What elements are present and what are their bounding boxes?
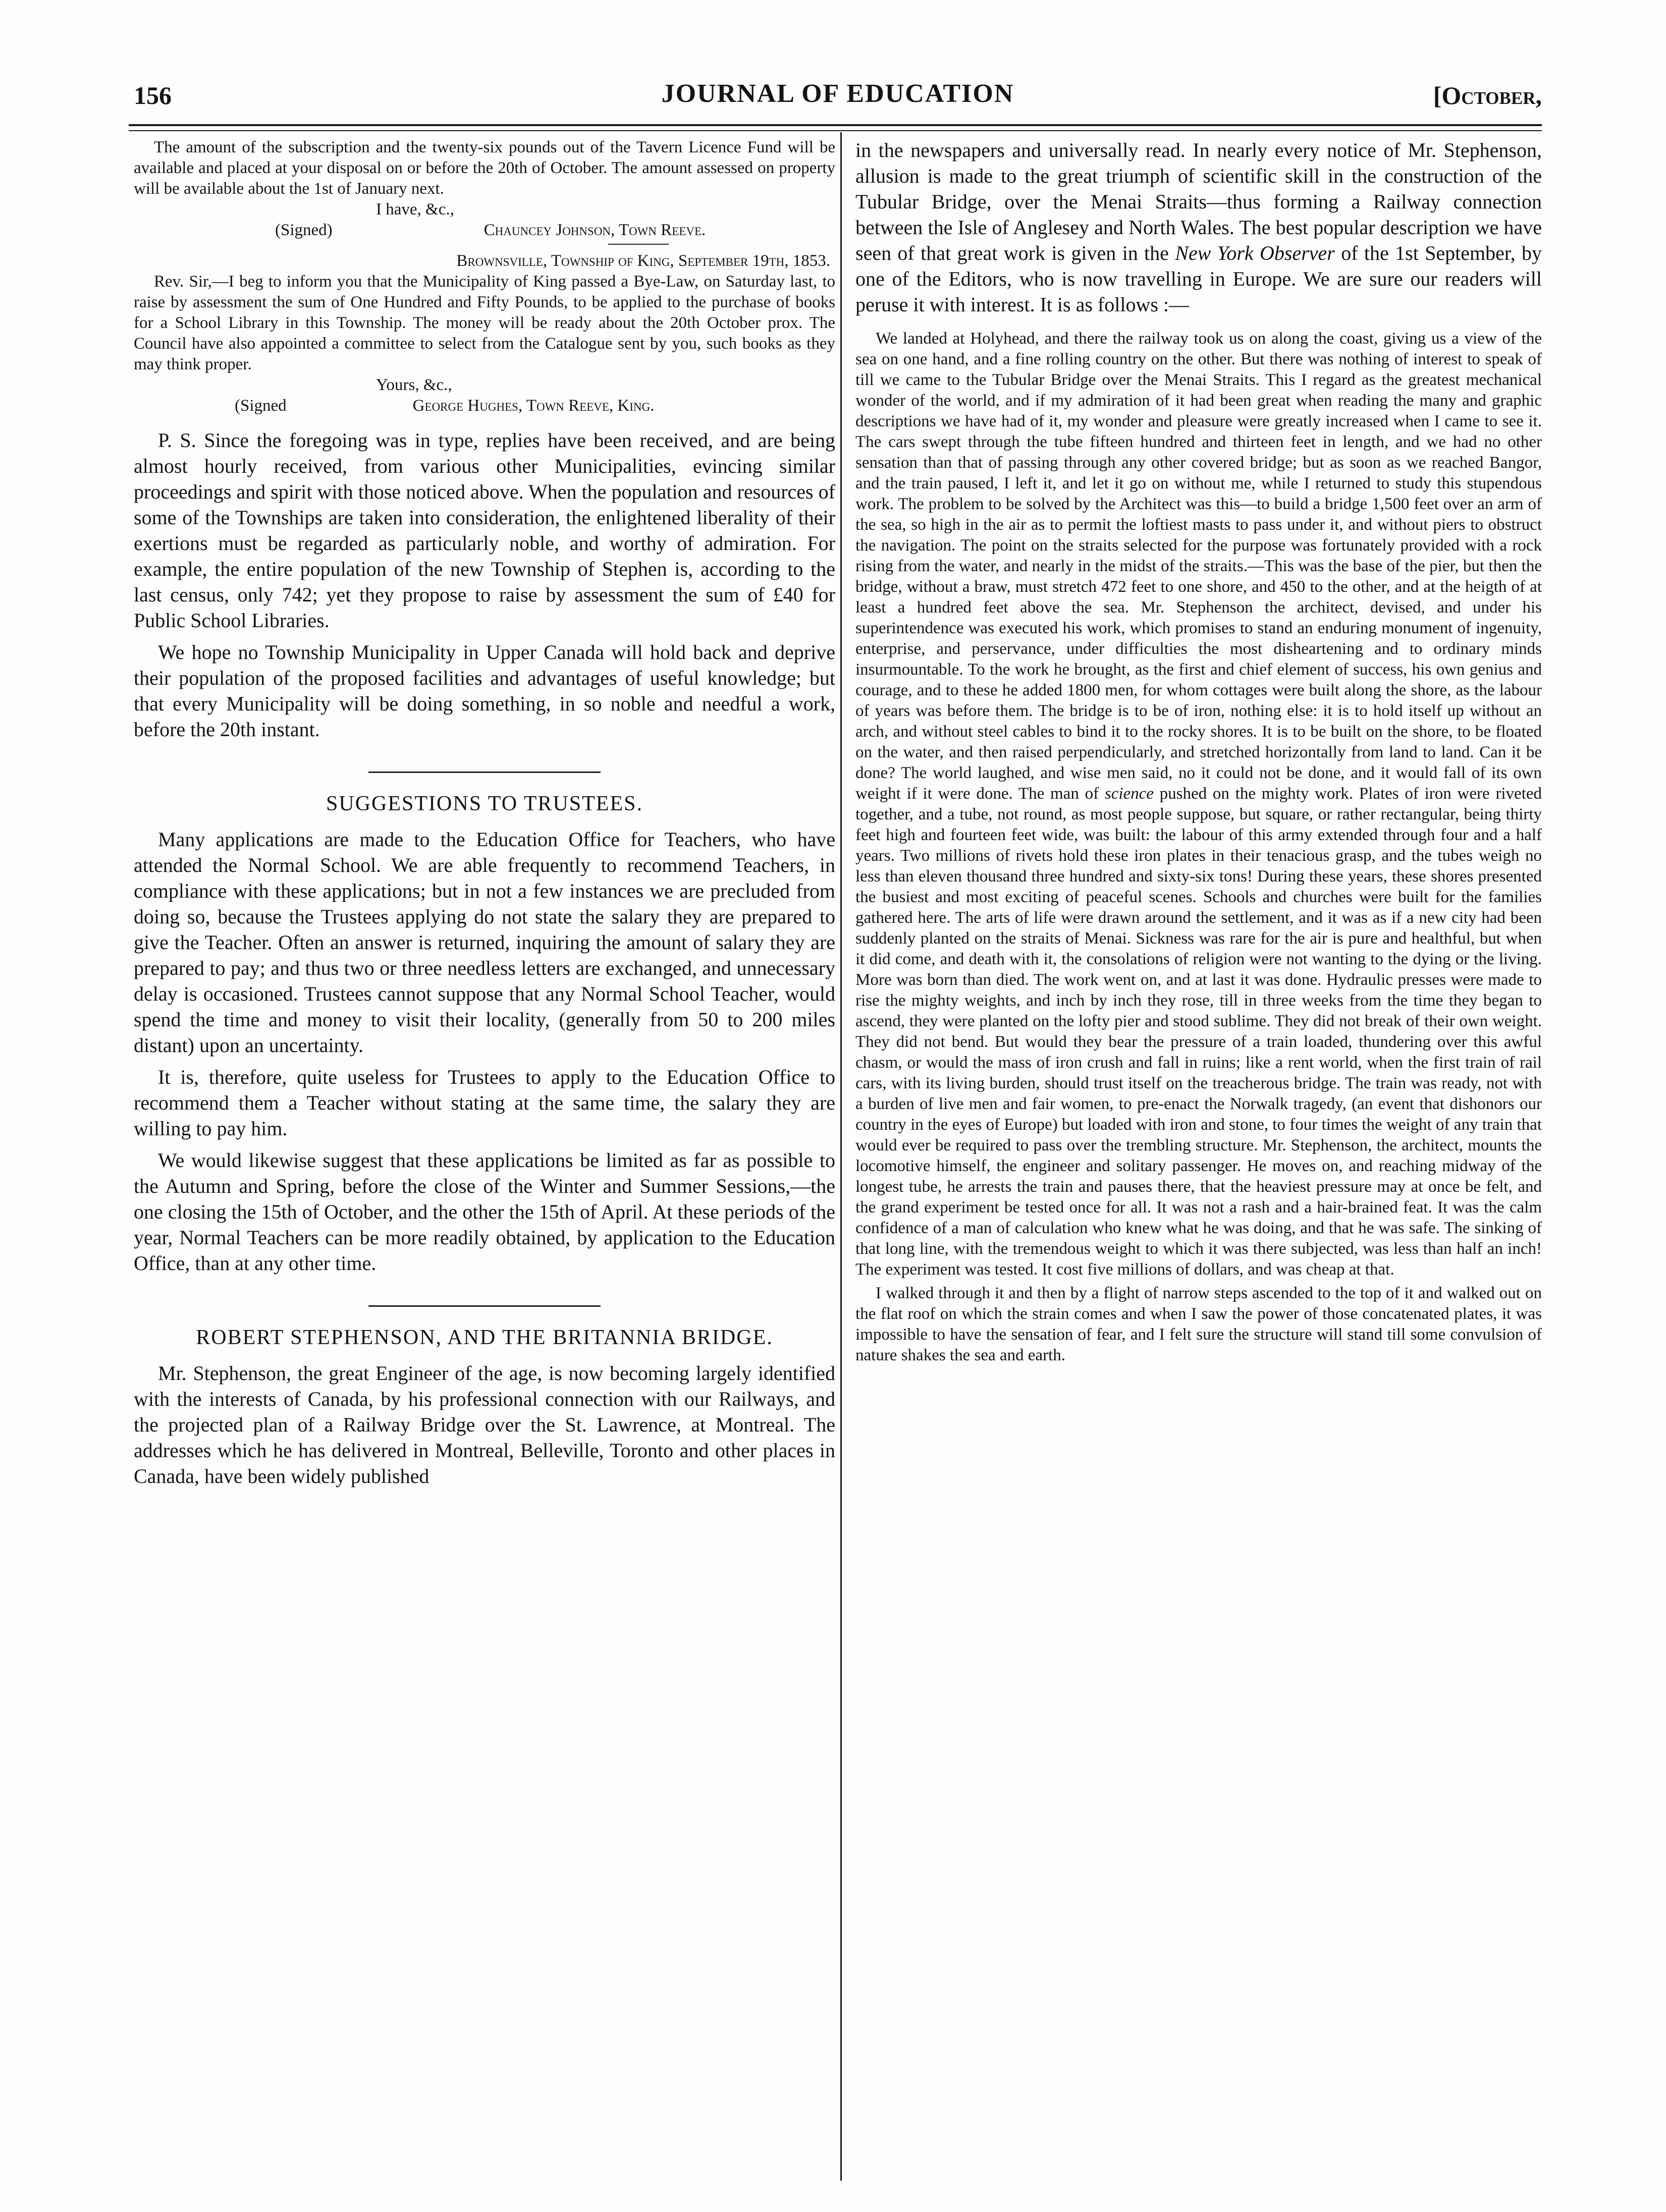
letter-hughes-text: Rev. Sir,—I beg to inform you that the Municipality of King passed a Bye-Law, on Saturday last, to raise by assessment the sum of One Hundred and Fifty Pounds, to be applied to the purchase of books for a School Library in this Township. The money will be ready about the 20th October prox. The Council have also appointed a committee to select from the Catalogue sent by you, such books as they may think proper. bbox=[134, 272, 835, 373]
signatory-name: George Hughes, Town Reeve, King. bbox=[412, 397, 655, 415]
journal-title: JOURNAL OF EDUCATION bbox=[661, 79, 1014, 108]
signatory-name: Chauncey Johnson, Town Reeve. bbox=[483, 221, 706, 239]
signed-label: (Signed) bbox=[275, 221, 333, 239]
newspaper-title: New York Observer bbox=[1175, 242, 1335, 264]
letter-hughes-dateline: Brownsville, Township of King, September 19th, 1853. bbox=[456, 252, 830, 270]
stephenson-article bbox=[134, 1360, 835, 1489]
running-header bbox=[134, 75, 1542, 120]
letter-johnson-text: The amount of the subscription and the twenty-six pounds out of the Tavern Licence Fund will be available and placed at your disposal on or before the 20th of October. The amount assessed on property will be available about the 1st of January next. bbox=[134, 138, 835, 198]
article-paragraph: It is, therefore, quite useless for Trustees to apply to the Education Office to recommend them a Teacher without stating at the same time, the salary they are willing to pay him. bbox=[134, 1066, 835, 1140]
letter-johnson bbox=[134, 137, 835, 241]
letter-hughes-closing: Yours, &c., bbox=[376, 376, 452, 394]
article-paragraph: Many applications are made to the Education Office for Teachers, who have attended the Normal School. We are able frequently to recommend Teachers, in compliance with these applications; but in not a few instances we are precluded from doing so, because the Trustees applying do not state the salary they are prepared to give the Teacher. Often an answer is returned, inquiring the amount of salary they are prepared to pay; and thus two or three needless letters are exchanged, and unnecessary delay is occasioned. Trustees cannot suppose that any Normal School Teacher, would spend the time and money to visit their locality, (generally from 50 to 200 miles distant) upon an uncertainty. bbox=[134, 828, 835, 1057]
header-month: [October, bbox=[1433, 81, 1542, 109]
suggestions-article bbox=[134, 826, 835, 1276]
article-paragraph bbox=[855, 137, 1542, 317]
emphasis: science bbox=[1104, 785, 1154, 803]
letter-hughes-signature bbox=[134, 396, 835, 416]
text-run: of the 1st September, by one of the Editors, who is now travelling in Europe. We are sure our readers will peruse it with interest. It is as follows :— bbox=[855, 242, 1542, 316]
header-rule-thin bbox=[129, 130, 1542, 131]
postscript-section bbox=[134, 427, 835, 742]
hope-paragraph: We hope no Township Municipality in Upper Canada will hold back and deprive their population of the proposed facilities and advantages of useful knowledge; but that every Municipality will be doing something, in so noble and needful a work, before the 20th instant. bbox=[134, 641, 835, 741]
article-paragraph: Mr. Stephenson, the great Engineer of the age, is now becoming largely identified with the interests of Canada, by his professional connection with our Railways, and the projected plan of a Railway Bridge over the St. Lawrence, at Montreal. The addresses which he has delivered in Montreal, Belleville, Toronto and other places in Canada, have been widely published bbox=[134, 1362, 835, 1487]
article-paragraph: We would likewise suggest that these applications be limited as far as possible to the Autumn and Spring, before the close of the Winter and Summer Sessions,—the one closing the 15th of October, and the other the 15th of April. At these periods of the year, Normal Teachers can be more readily obtained, by application to the Education Office, than at any other time. bbox=[134, 1149, 835, 1275]
text-run: pushed on the mighty work. Plates of iron were riveted together, and a tube, not round, as most people suppose, but square, or rather rectangular, being thirty feet high and fourteen feet wide, was built: the labour of this army extended through four and a half years. Two millions of rivets hold these iron plates in their tenacious grasp, and the tubes weigh no less than eleven thousand three hundred and sixty-six tons! During these years, these shores presented the busiest and most exciting of peaceful scenes. Schools and churches were built for the families gathered here. The arts of life were drawn around the settlement, and it was as if a new city had been suddenly planted on the straits of Menai. Sickness was rare for the air is pure and healthful, but when it did come, and death with it, the consolations of religion were not wanting to the dying or the living. More was born than died. The work went on, and at last it was done. Hydraulic presses were made to rise the mighty weights, and inch by inch they rose, till in three weeks from the time they began to ascend, they were planted on the lofty pier and stood sublime. They did not break of their own weight. They did not bend. But would they bear the pressure of a train loaded, thundering over this awful chasm, or would the mass of iron crush and fall in ruins; like a rent world, when the first train of rail cars, with its living burden, should trust itself on the treacherous bridge. The train was ready, not with a burden of live men and fair women, to pre-enact the Norwalk tragedy, (an event that dishonors our country in the eyes of Europe) but loaded with iron and stone, to four times the weight of any train that would ever be required to pass over the trembling structure. Mr. Stephenson, the architect, mounts the locomotive himself, the engineer and solitary passenger. He moves on, and reaching midway of the longest tube, he arrests the train and pauses there, that the heaviest pressure may at once be felt, and the grand experiment be tested once for all. It was not a rash and a hair-brained feat. It was the calm confidence of a man of calculation who knew what he was doing, and that he was safe. The sinking of that long line, with the tremendous weight to which it was there subjected, was less than half an inch! The experiment was tested. It cost five millions of dollars, and was cheap at that. bbox=[855, 785, 1542, 1279]
letter-separator-rule bbox=[608, 244, 669, 245]
quote-paragraph bbox=[855, 328, 1542, 1280]
postscript-paragraph: P. S. Since the foregoing was in type, replies have been received, and are being almost hourly received, from various other Municipalities, evincing similar proceedings and spirit with those noticed above. When the population and resources of some of the Townships are taken into consideration, the enlightened liberality of their exertions must be regarded as particularly noble, and worthy of admiration. For example, the entire population of the new Township of Stephen is, according to the last census, only 742; yet they propose to raise by assessment the sum of £40 for Public School Libraries. bbox=[134, 429, 835, 632]
letter-johnson-closing: I have, &c., bbox=[376, 200, 454, 218]
section-heading-stephenson: ROBERT STEPHENSON, AND THE BRITANNIA BRIDGE. bbox=[196, 1326, 773, 1349]
text-run: We landed at Holyhead, and there the railway took us on along the coast, giving us a view of the sea on one hand, and a fine rolling country on the other. But there was nothing of interest to speak of till we came to the Tubular Bridge over the Menai Straits. This I regard as the greatest mechanical wonder of the world, and if my admiration of it had been great when reading the many and graphic descriptions we have had of it, my wonder and pleasure were greatly increased when I came to see it. The cars swept through the tube fifteen hundred and thirteen feet in length, and we had no other sensation than that of passing through any other covered bridge; but as soon as we reached Bangor, and the train paused, I left it, and let it go on without me, while I returned to study this stupendous work. The problem to be solved by the Architect was this—to build a bridge 1,500 feet over an arm of the sea, so high in the air as to permit the loftiest masts to pass under it, and without piers to obstruct the navigation. The point on the straits selected for the purpose was fortunately provided with a rock rising from the water, and nearly in the midst of the straits.—This was the base of the pier, but then the bridge, without a braw, must stretch 472 feet to one shore, and 450 to the other, and at the heigth of at least a hundred feet above the sea. Mr. Stephenson the architect, devised, and under his superintendence was executed his work, which promises to stand an enduring monument of ingenuity, enterprise, and perservance, under difficulties the most disheartening and to ordinary minds insurmountable. To the work he brought, as the first and chief element of success, his own genius and courage, and to these he added 1800 men, for whom cottages were built along the shore, as the labour of years was before them. The bridge is to be of iron, nothing else: it is to hold itself up without an arch, and without steel cables to bind it to the rocky shores. It is to be built on the shore, to be floated on the water, and then raised perpendicularly, and stretched horizontally from land to land. Can it be done? The world laughed, and wise men said, no it could not be done, and it would fall of its own weight if it were done. The man of bbox=[855, 329, 1542, 803]
section-rule bbox=[368, 771, 601, 773]
letter-johnson-signature bbox=[134, 220, 835, 241]
text-run: in the newspapers and universally read. In nearly every notice of Mr. Stephenson, allusion is made to the great triumph of scientific skill in the construction of the Tubular Bridge, over the Menai Straits—thus forming a Railway connection between the Isle of Anglesey and North Wales. The best popular description we have seen of that great work is given in the bbox=[855, 139, 1542, 264]
header-rule-thick bbox=[129, 124, 1542, 126]
section-heading-suggestions: SUGGESTIONS TO TRUSTEES. bbox=[326, 792, 643, 815]
right-column bbox=[855, 137, 1542, 1366]
column-divider bbox=[840, 132, 842, 2181]
signed-label: (Signed bbox=[235, 397, 287, 415]
stephenson-article-continued bbox=[855, 137, 1542, 317]
section-rule bbox=[368, 1305, 601, 1307]
page-number: 156 bbox=[134, 81, 172, 109]
letter-hughes bbox=[134, 251, 835, 416]
quote-paragraph: I walked through it and then by a flight of narrow steps ascended to the top of it and walked out on the flat roof on which the strain comes and when I saw the power of those concatenated plates, it was impossible to have the sensation of fear, and I felt sure the structure will stand till some convulsion of nature shakes the sea and earth. bbox=[855, 1284, 1542, 1364]
observer-quotation bbox=[855, 328, 1542, 1366]
left-column bbox=[134, 137, 835, 1489]
